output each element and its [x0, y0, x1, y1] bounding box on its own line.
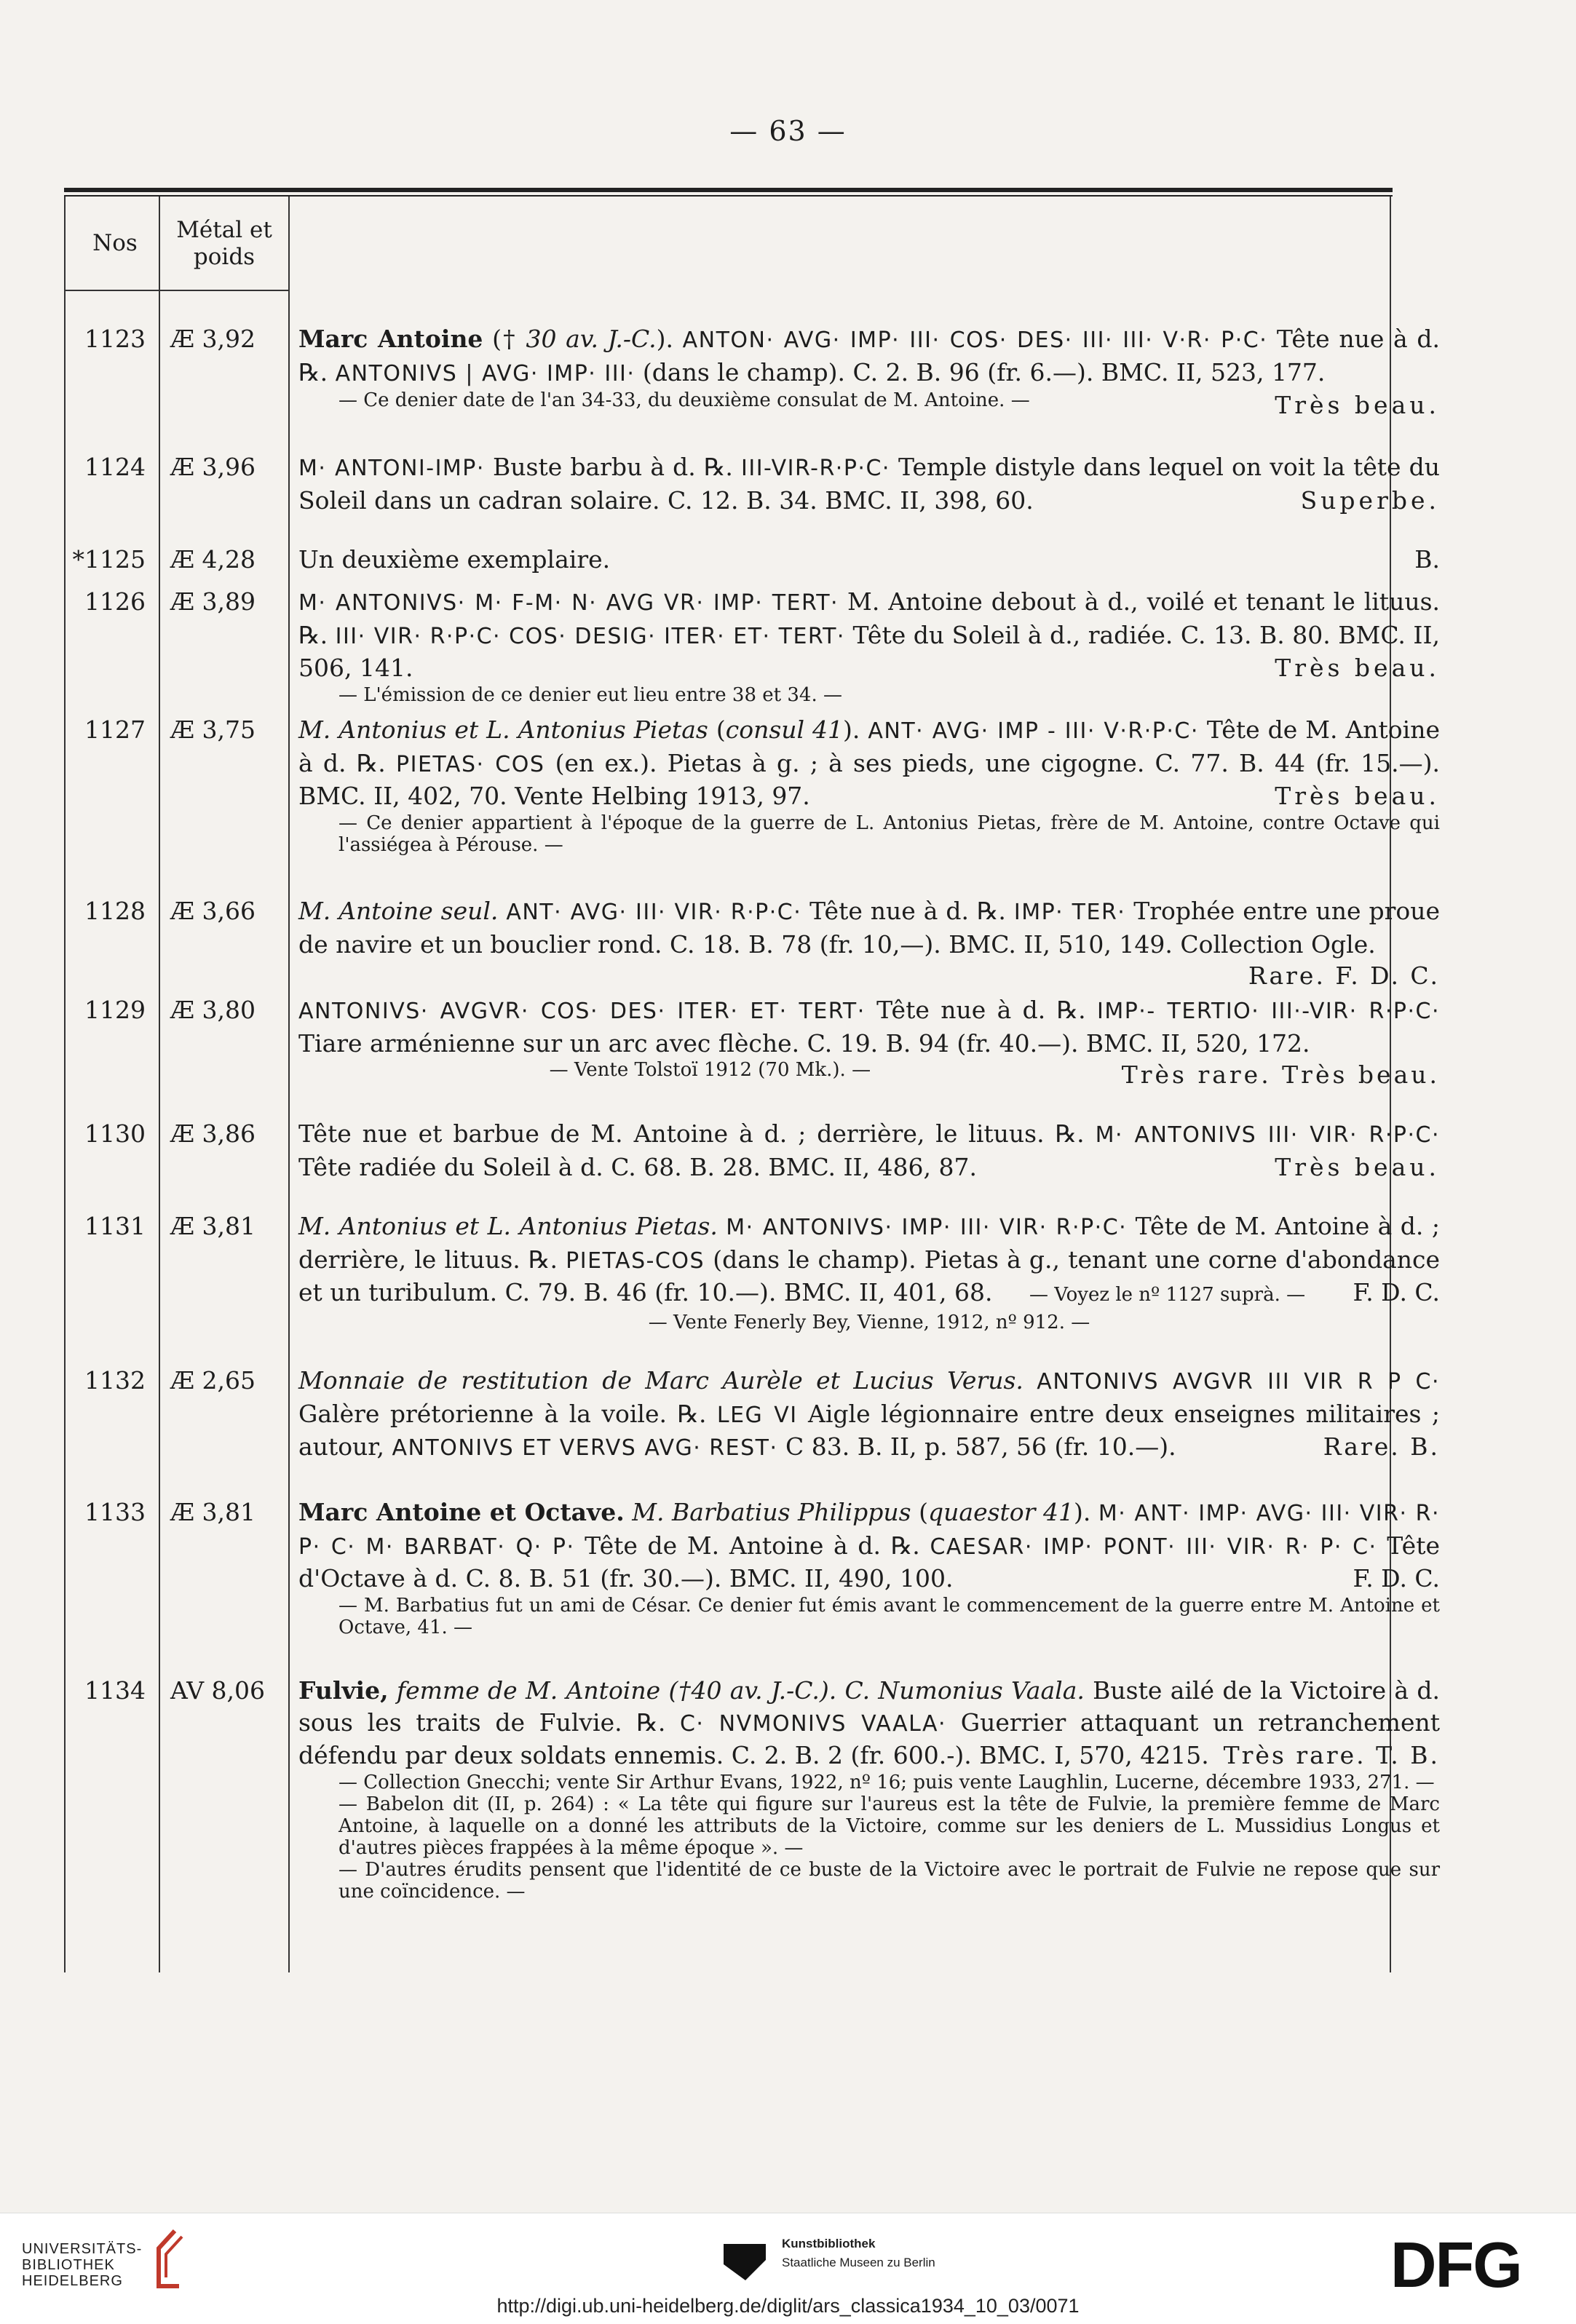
column-divider-1 [159, 197, 160, 1972]
entry-number: 1123 [84, 325, 146, 353]
header-rule [64, 290, 290, 291]
grade: F. D. C. [1353, 1564, 1440, 1593]
entry-description: M· ANTONIVS· M· F-M· N· AVG VR· IMP· TERT· M. Antoine debout à d., voilé et tenant le lituus. ℞. III· VIR· R·P·C· COS· DESIG· ITER· ET· TERT· Tête du Soleil à d., radiée. C. 13. B. 80. BMC. II, 506, 141. Très beau. — L'émission de ce denier eut lieu entre 38 et 34. — [298, 587, 1440, 706]
note: — Babelon dit (II, p. 264) : « La tête qui figure sur l'aureus est la tête de Fulvie, la première femme de Marc Antoine, à laquelle on a donné les attributs de la Victoire, comme sur les deniers de L. Mussidius Longus et d'autres pièces frappées à la même époque ». — [338, 1793, 1440, 1859]
logo-line2: BIBLIOTHEK [22, 2257, 115, 2273]
entry-number: 1126 [84, 587, 146, 616]
page-number: — 63 — [729, 115, 847, 147]
entry-number: 1129 [84, 996, 146, 1024]
cross-reference: — Voyez le nº 1127 suprà. — [1029, 1284, 1306, 1306]
entry-description: Marc Antoine († 30 av. J.-C.). ANTON· AVG· IMP· III· COS· DES· III· III· V·R· P·C· Tête nue à d. ℞. ANTONIVS | AVG· IMP· III· (dans le champ). C. 2. B. 96 (fr. 6.—). BMC. II, 523, 177. Très beau. — Ce denier date de l'an 34-33, du deuxième consulat de M. Antoine. — [298, 323, 1440, 421]
logo-line3: HEIDELBERG [22, 2273, 123, 2289]
entry-description: Monnaie de restitution de Marc Aurèle et Lucius Verus. ANTONIVS AVGVR III VIR R P C· Galère prétorienne à la voile. ℞. LEG VI Aigle légionnaire entre deux enseignes militaires ; autour, ANTONIVS ET VERVS AVG· REST· C 83. B. II, p. 587, 56 (fr. 10.—). Rare. B. [298, 1365, 1440, 1464]
note: — Vente Fenerly Bey, Vienne, 1912, nº 912. — [648, 1311, 1090, 1333]
entry-description: M· ANTONI-IMP· Buste barbu à d. ℞. III-VIR-R·P·C· Temple distyle dans lequel on voit la tête du Soleil dans un cadran solaire. C. 12. B. 34. BMC. II, 398, 60. Superbe. [298, 451, 1440, 516]
entry-number: 1132 [84, 1366, 146, 1395]
entry-number: *1125 [72, 545, 146, 574]
entry-metal: AV 8,06 [170, 1676, 265, 1705]
dfg-logo[interactable]: DFG [1390, 2229, 1521, 2301]
kunstbibliothek-title: Kunstbibliothek [782, 2237, 876, 2250]
grade: Très rare. T. B. [1223, 1741, 1440, 1769]
column-divider-2 [288, 197, 290, 1972]
heidelberg-library-logo[interactable] [22, 2241, 142, 2289]
entry-number: 1127 [84, 715, 146, 744]
grade: Très beau. [1275, 654, 1440, 682]
entry-metal: Æ 3,96 [170, 453, 256, 481]
grade: Très beau. [1275, 1152, 1440, 1181]
header-metal-line1: Métal et [176, 217, 272, 243]
logo-line1: UNIVERSITÄTS- [22, 2241, 143, 2257]
entry-description: M. Antonius et L. Antonius Pietas. M· ANTONIVS· IMP· III· VIR· R·P·C· Tête de M. Antoine à d. ; derrière, le lituus. ℞. PIETAS-COS (dans le champ). Pietas à g., tenant une corne d'abondance et un turibulum. C. 79. B. 46 (fr. 10.—). BMC. II, 401, 68. — Voyez le nº 1127 suprà. — F. D. C. — Vente Fenerly Bey, Vienne, 1912, nº 912. — [298, 1212, 1441, 1333]
catalogue-table [64, 188, 1441, 1975]
entry-metal: Æ 2,65 [170, 1366, 256, 1395]
entry-number: 1128 [84, 897, 146, 925]
note: — Vente Tolstoï 1912 (70 Mk.). — [549, 1059, 871, 1081]
note: — L'émission de ce denier eut lieu entre 38 et 34. — [338, 683, 842, 706]
entry-description: Fulvie, femme de M. Antoine (†40 av. J.-C.). C. Numonius Vaala. Buste ailé de la Victoire à d. sous les traits de Fulvie. ℞. C· NVMONIVS VAALA· Guerrier attaquant un retranchement défendu par deux soldats ennemis. C. 2. B. 2 (fr. 600.-). BMC. I, 570, 4215. Très rare. T. B. — Collection Gnecchi; vente Sir Arthur Evans, 1922, nº 16; puis vente Laughlin, Lucerne, décembre 1933, 271. — — Babelon dit (II, p. 264) : « La tête qui figure sur l'aureus est la tête de Fulvie, la première femme de Marc Antoine, à laquelle on a donné les attributs de la Victoire, comme sur les deniers de L. Mussidius Longus et d'autres pièces frappées à la même époque ». — — D'autres érudits pensent que l'identité de ce buste de la Victoire avec le portrait de Fulvie ne repose que sur une coïncidence. — [298, 1676, 1440, 1903]
entry-number: 1124 [84, 453, 146, 481]
header-metal-line2: poids [193, 244, 256, 270]
entry-number: 1134 [84, 1676, 146, 1705]
grade: Très beau. [1275, 782, 1440, 810]
entry-metal: Æ 3,92 [170, 325, 256, 353]
note: — Ce denier date de l'an 34-33, du deuxième consulat de M. Antoine. — [338, 389, 1030, 411]
top-rule-thin [64, 195, 1393, 197]
entry-metal: Æ 3,86 [170, 1119, 256, 1148]
entry-description: Un deuxième exemplaire. B. [298, 544, 1440, 576]
entry-metal: Æ 3,81 [170, 1212, 256, 1240]
note: — Ce denier appartient à l'époque de la guerre de L. Antonius Pietas, frère de M. Antoine, contre Octave qui l'assiégea à Pérouse. — [338, 812, 1440, 856]
entry-description: M. Antoine seul. ANT· AVG· III· VIR· R·P·C· Tête nue à d. ℞. IMP· TER· Trophée entre une proue de navire et un bouclier rond. C. 18. B. 78 (fr. 10,—). BMC. II, 510, 149. Collection Ogle. Rare. F. D. C. [298, 895, 1440, 992]
entry-number: 1133 [84, 1498, 146, 1526]
digitization-footer [0, 2213, 1576, 2324]
entry-metal: Æ 3,80 [170, 996, 256, 1024]
entry-description: ANTONIVS· AVGVR· COS· DES· ITER· ET· TERT· Tête nue à d. ℞. IMP·- TERTIO· III·-VIR· R·P·C· Tiare arménienne sur un arc avec flèche. C. 19. B. 94 (fr. 40.—). BMC. II, 520, 172. Très rare. Très beau. — Vente Tolstoï 1912 (70 Mk.). — [298, 994, 1440, 1091]
entry-number: 1131 [84, 1212, 146, 1240]
grade: Rare. F. D. C. [1248, 961, 1440, 990]
note: — Collection Gnecchi; vente Sir Arthur Evans, 1922, nº 16; puis vente Laughlin, Lucerne, décembre 1933, 271. — [338, 1771, 1435, 1793]
grade: Superbe. [1300, 485, 1440, 515]
note: — D'autres érudits pensent que l'identité de ce buste de la Victoire avec le portrait de Fulvie ne repose que sur une coïncidence. — [338, 1858, 1440, 1903]
entry-metal: Æ 3,81 [170, 1498, 256, 1526]
kunstbibliothek-subtitle: Staatliche Museen zu Berlin [782, 2256, 935, 2269]
header-nos: Nos [92, 230, 138, 256]
entry-metal: Æ 3,89 [170, 587, 256, 616]
grade: Très beau. [1275, 391, 1440, 419]
grade: F. D. C. [1353, 1278, 1440, 1306]
top-rule-thick [64, 188, 1393, 192]
entry-description: Tête nue et barbue de M. Antoine à d. ; derrière, le lituus. ℞. M· ANTONIVS III· VIR· R·P·C· Tête radiée du Soleil à d. C. 68. B. 28. BMC. II, 486, 87. Très beau. [298, 1118, 1440, 1183]
note: — M. Barbatius fut un ami de César. Ce denier fut émis avant le commencement de la guerre entre M. Antoine et Octave, 41. — [338, 1594, 1440, 1638]
entry-number: 1130 [84, 1119, 146, 1148]
entry-description: Marc Antoine et Octave. M. Barbatius Philippus (quaestor 41). M· ANT· IMP· AVG· III· VIR· R· P· C· M· BARBAT· Q· P· Tête de M. Antoine à d. ℞. CAESAR· IMP· PONT· III· VIR· R· P· C· Tête d'Octave à d. C. 8. B. 51 (fr. 30.—). BMC. II, 490, 100. F. D. C. — M. Barbatius fut un ami de César. Ce denier fut émis avant le commencement de la guerre entre M. Antoine et Octave, 41. — [298, 1498, 1440, 1638]
entry-metal: Æ 3,75 [170, 715, 256, 744]
entry-description: M. Antonius et L. Antonius Pietas (consul 41). ANT· AVG· IMP - III· V·R·P·C· Tête de M. Antoine à d. ℞. PIETAS· COS (en ex.). Pietas à g. ; à ses pieds, une cigogne. C. 77. B. 44 (fr. 15.—). BMC. II, 402, 70. Vente Helbing 1913, 97. Très beau. — Ce denier appartient à l'époque de la guerre de L. Antonius Pietas, frère de M. Antoine, contre Octave qui l'assiégea à Pérouse. — [298, 715, 1440, 856]
kunstbibliothek-mark-icon [721, 2238, 769, 2286]
entry-metal: Æ 4,28 [170, 545, 256, 574]
grade: Très rare. Très beau. [1121, 1060, 1440, 1089]
entry-metal: Æ 3,66 [170, 897, 256, 925]
source-url[interactable]: http://digi.ub.uni-heidelberg.de/diglit/ars_classica1934_10_03/0071 [496, 2295, 1080, 2317]
grade: B. [1414, 545, 1440, 574]
heidelberg-mark-icon [146, 2226, 191, 2291]
grade: Rare. B. [1323, 1432, 1440, 1461]
header-metal [166, 217, 282, 271]
